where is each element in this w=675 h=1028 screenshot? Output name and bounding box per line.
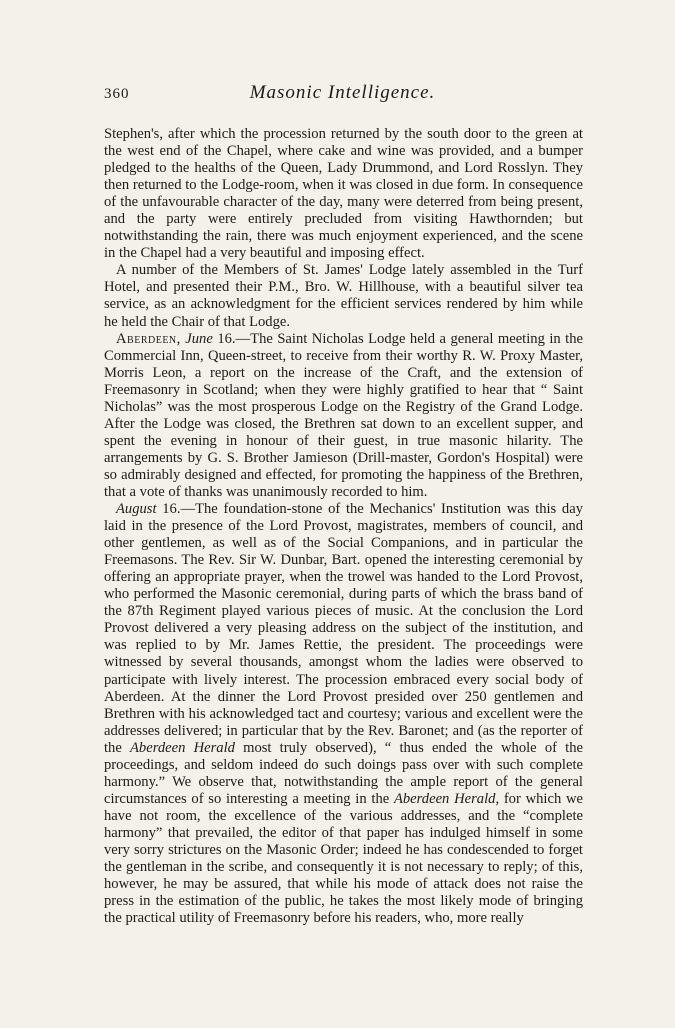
paragraph-4-text-c: , for which we have not room, the excellence of the various addresses, and the “complete harmony” that prevailed, the editor of that paper has indulged himself in some very sorry strictures on the Masonic Order; indeed he has condescended to forget the gentleman in the scribe, and consequently it is not necessary to reply; of this, however, he may be assured, that while his mode of attack does not raise the press in the estimation of the public, he takes the most likely mode of bringing the practical utility of Freemasonry before his readers, who, more really <box>104 790 583 927</box>
place-lead-aberdeen: Aberdeen, <box>116 330 181 347</box>
newspaper-title-2: Aberdeen Herald <box>393 790 496 807</box>
page-number: 360 <box>104 86 130 102</box>
paragraph-1-text: Stephen's, after which the procession returned by the south door to the green at the west end of the Chapel, where cake and wine was provided, and a bumper pledged to the healths of the Queen, Lady Drummond, and Lord Rosslyn. They then returned to the Lodge-room, when it was closed in due form. In consequence of the unfavourable character of the day, many were deterred from being present, and the party were entirely precluded from visiting Hawthornden; but notwithstanding the rain, there was much enjoyment experienced, and the scene in the Chapel had a very beautiful and imposing effect. <box>104 126 583 262</box>
running-head: Masonic Intelligence. <box>249 82 436 103</box>
newspaper-title-1: Aberdeen Herald <box>130 739 235 756</box>
page-header <box>104 82 581 110</box>
date-month-august: August <box>116 501 157 518</box>
paragraph-3 <box>104 331 583 501</box>
paragraph-4-text-a: 16.—The foundation-stone of the Mechanics' Institution was this day laid in the presence of the Lord Provost, magistrates, members of council, and other gentlemen, as well as of the Social Companions, and in particular the Freemasons. The Rev. Sir W. Dunbar, Bart. opened the interesting ceremonial by offering an appropriate prayer, when the trowel was handed to the Lord Provost, who performed the Masonic ceremonial, during parts of which the brass band of the 87th Regiment played various pieces of music. At the conclusion the Lord Provost delivered a very pleasing address on the subject of the institution, and was replied to by Mr. James Rettie, the president. The proceedings were witnessed by several thousands, amongst whom the ladies were observed to participate with lively interest. The procession embraced every social body of Aberdeen. At the dinner the Lord Provost presided over 250 gentlemen and Brethren with his acknowledged tact and courtesy; various and excellent were the addresses delivered; in particular that by the Rev. Baronet; and (as the reporter of the <box>104 501 583 756</box>
paragraph-3-text: 16.—The Saint Nicholas Lodge held a general meeting in the Commercial Inn, Queen-street, to receive from their worthy R. W. Proxy Master, Morris Leon, a report on the increase of the Craft, and the extension of Freemasonry in Scotland; when they were highly gratified to hear that “ Saint Nicholas” was the most prosperous Lodge on the Registry of the Grand Lodge. After the Lodge was closed, the Brethren sat down to an excellent supper, and spent the evening in honour of their guest, in true masonic hilarity. The arrangements by G. S. Brother Jamieson (Drill-master, Gordon's Hospital) were so admirably designed and effected, for promoting the happiness of the Brethren, that a vote of thanks was unanimously recorded to him. <box>104 330 583 500</box>
paragraph-1 <box>104 126 583 262</box>
paragraph-2-text: A number of the Members of St. James' Lodge lately assembled in the Turf Hotel, and presented their P.M., Bro. W. Hillhouse, with a beautiful silver tea service, as an acknowledgment for the efficient services rendered by him while he held the Chair of that Lodge. <box>104 262 583 330</box>
date-month-june: June <box>185 330 213 347</box>
paragraph-4-text-b: most truly observed), “ thus ended the whole of the proceedings, and seldom indeed do such doings pass over with such complete harmony.” We observe that, notwithstanding the ample report of the general circumstances of so interesting a meeting in the <box>104 739 583 807</box>
paragraph-4 <box>104 501 583 927</box>
paragraph-2 <box>104 262 583 330</box>
article-body <box>104 126 583 927</box>
